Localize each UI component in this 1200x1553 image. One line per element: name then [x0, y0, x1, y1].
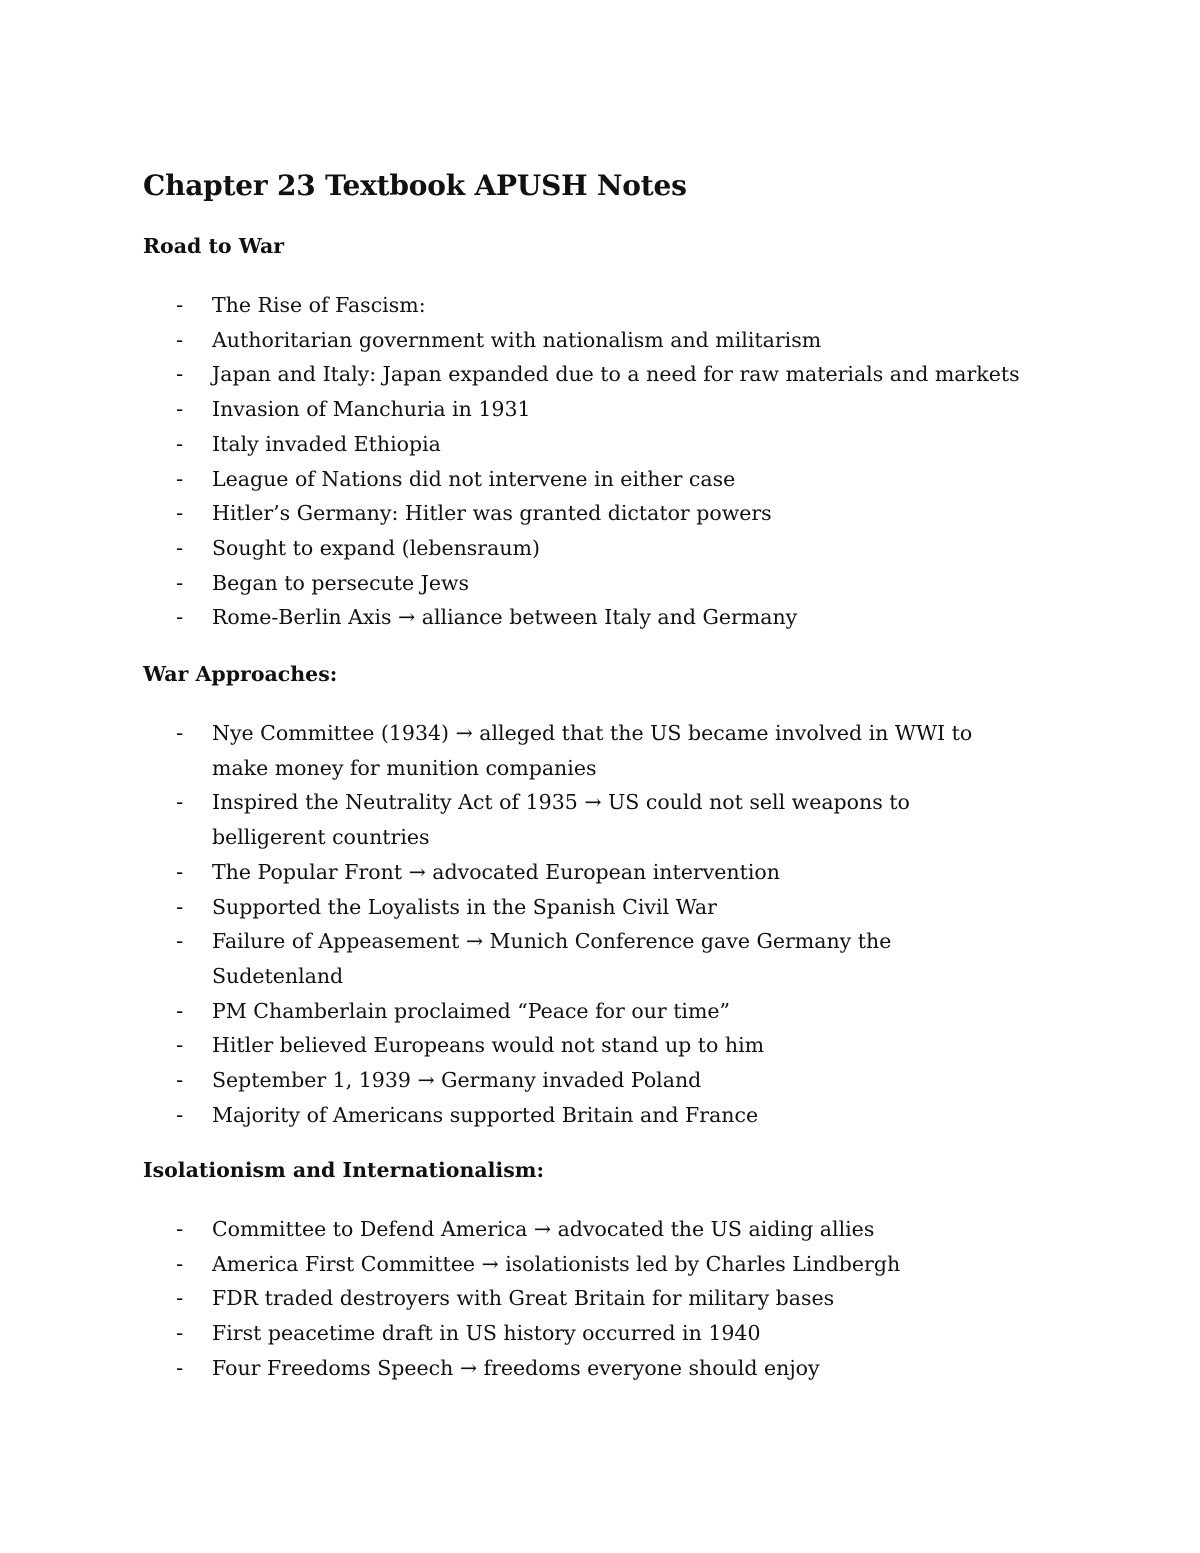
- list-item-text: FDR traded destroyers with Great Britain for military bases: [212, 1286, 835, 1311]
- list-item-text: September 1, 1939 → Germany invaded Poland: [212, 1068, 702, 1093]
- section-heading-isolationism: Isolationism and Internationalism:: [143, 1158, 545, 1182]
- page-title: Chapter 23 Textbook APUSH Notes: [143, 169, 687, 202]
- list-item-continuation: [143, 820, 1103, 855]
- bullet-dash-icon: -: [176, 605, 184, 630]
- list-item-text: Sudetenland: [212, 963, 344, 988]
- bullet-dash-icon: -: [176, 397, 184, 422]
- bullet-dash-icon: -: [176, 1068, 184, 1093]
- list-item: [143, 890, 1103, 925]
- list-item-text: Hitler believed Europeans would not stand up to him: [212, 1033, 765, 1058]
- list-item-text: Supported the Loyalists in the Spanish Civil War: [212, 894, 717, 919]
- list-item: [143, 1247, 1103, 1282]
- list-item: [143, 462, 1103, 497]
- list-item: [143, 1063, 1103, 1098]
- list-item: [143, 1028, 1103, 1063]
- bullet-dash-icon: -: [176, 1286, 184, 1311]
- bullet-dash-icon: -: [176, 431, 184, 456]
- bullet-dash-icon: -: [176, 466, 184, 491]
- list-item-text: Authoritarian government with nationalism and militarism: [212, 327, 822, 352]
- list-item-text: League of Nations did not intervene in either case: [212, 466, 736, 491]
- list-item: [143, 1098, 1103, 1133]
- bullet-dash-icon: -: [176, 362, 184, 387]
- bullet-dash-icon: -: [176, 894, 184, 919]
- war-approaches-list: [143, 716, 1103, 1132]
- bullet-dash-icon: -: [176, 1102, 184, 1127]
- bullet-dash-icon: -: [176, 501, 184, 526]
- list-item: [143, 600, 1103, 635]
- list-item-text: Failure of Appeasement → Munich Conference gave Germany the: [212, 929, 892, 954]
- bullet-dash-icon: -: [176, 721, 184, 745]
- list-item-continuation: [143, 751, 1103, 786]
- list-item: [143, 288, 1103, 323]
- bullet-dash-icon: -: [176, 327, 184, 352]
- bullet-dash-icon: -: [176, 998, 184, 1023]
- list-item: [143, 1351, 1103, 1386]
- list-item-continuation: [143, 959, 1103, 994]
- list-item: [143, 1212, 1103, 1247]
- list-item: [143, 323, 1103, 358]
- list-item-text: The Popular Front → advocated European intervention: [212, 859, 780, 884]
- list-item: [143, 566, 1103, 601]
- list-item: [143, 924, 1103, 959]
- road-to-war-list: [143, 288, 1103, 635]
- list-item-text: Rome-Berlin Axis → alliance between Italy and Germany: [212, 605, 798, 630]
- bullet-dash-icon: -: [176, 1033, 184, 1058]
- list-item-text: Began to persecute Jews: [212, 570, 470, 595]
- list-item-text: PM Chamberlain proclaimed “Peace for our time”: [212, 998, 731, 1023]
- list-item-text: Italy invaded Ethiopia: [212, 431, 441, 456]
- list-item: [143, 496, 1103, 531]
- section-heading-road-to-war: Road to War: [143, 234, 285, 258]
- list-item-text: Majority of Americans supported Britain and France: [212, 1102, 759, 1127]
- list-item: [143, 427, 1103, 462]
- bullet-dash-icon: -: [176, 1217, 184, 1241]
- list-item-text: Inspired the Neutrality Act of 1935 → US could not sell weapons to: [212, 790, 910, 815]
- list-item-text: belligerent countries: [212, 825, 430, 850]
- list-item-text: Invasion of Manchuria in 1931: [212, 397, 531, 422]
- isolationism-list: [143, 1212, 1103, 1386]
- list-item-text: First peacetime draft in US history occurred in 1940: [212, 1321, 761, 1346]
- bullet-dash-icon: -: [176, 535, 184, 560]
- bullet-dash-icon: -: [176, 293, 184, 317]
- list-item-text: Nye Committee (1934) → alleged that the US became involved in WWI to: [212, 721, 973, 745]
- list-item-text: make money for munition companies: [212, 755, 597, 780]
- list-item-text: Committee to Defend America → advocated the US aiding allies: [212, 1217, 875, 1241]
- bullet-dash-icon: -: [176, 929, 184, 954]
- list-item: [143, 392, 1103, 427]
- list-item-text: Sought to expand (lebensraum): [212, 535, 540, 560]
- list-item: [143, 1281, 1103, 1316]
- list-item-text: Four Freedoms Speech → freedoms everyone should enjoy: [212, 1355, 820, 1380]
- bullet-dash-icon: -: [176, 1321, 184, 1346]
- list-item-text: Hitler’s Germany: Hitler was granted dictator powers: [212, 501, 772, 526]
- section-heading-war-approaches: War Approaches:: [143, 662, 338, 686]
- bullet-dash-icon: -: [176, 1355, 184, 1380]
- list-item-text: The Rise of Fascism:: [212, 293, 426, 317]
- bullet-dash-icon: -: [176, 1251, 184, 1276]
- list-item: [143, 1316, 1103, 1351]
- list-item: [143, 855, 1103, 890]
- list-item: [143, 531, 1103, 566]
- list-item-text: America First Committee → isolationists led by Charles Lindbergh: [212, 1251, 901, 1276]
- bullet-dash-icon: -: [176, 570, 184, 595]
- bullet-dash-icon: -: [176, 859, 184, 884]
- list-item: [143, 785, 1103, 820]
- list-item: [143, 357, 1103, 392]
- list-item: [143, 716, 1103, 751]
- bullet-dash-icon: -: [176, 790, 184, 815]
- list-item-text: Japan and Italy: Japan expanded due to a need for raw materials and markets: [212, 362, 1020, 387]
- list-item: [143, 994, 1103, 1029]
